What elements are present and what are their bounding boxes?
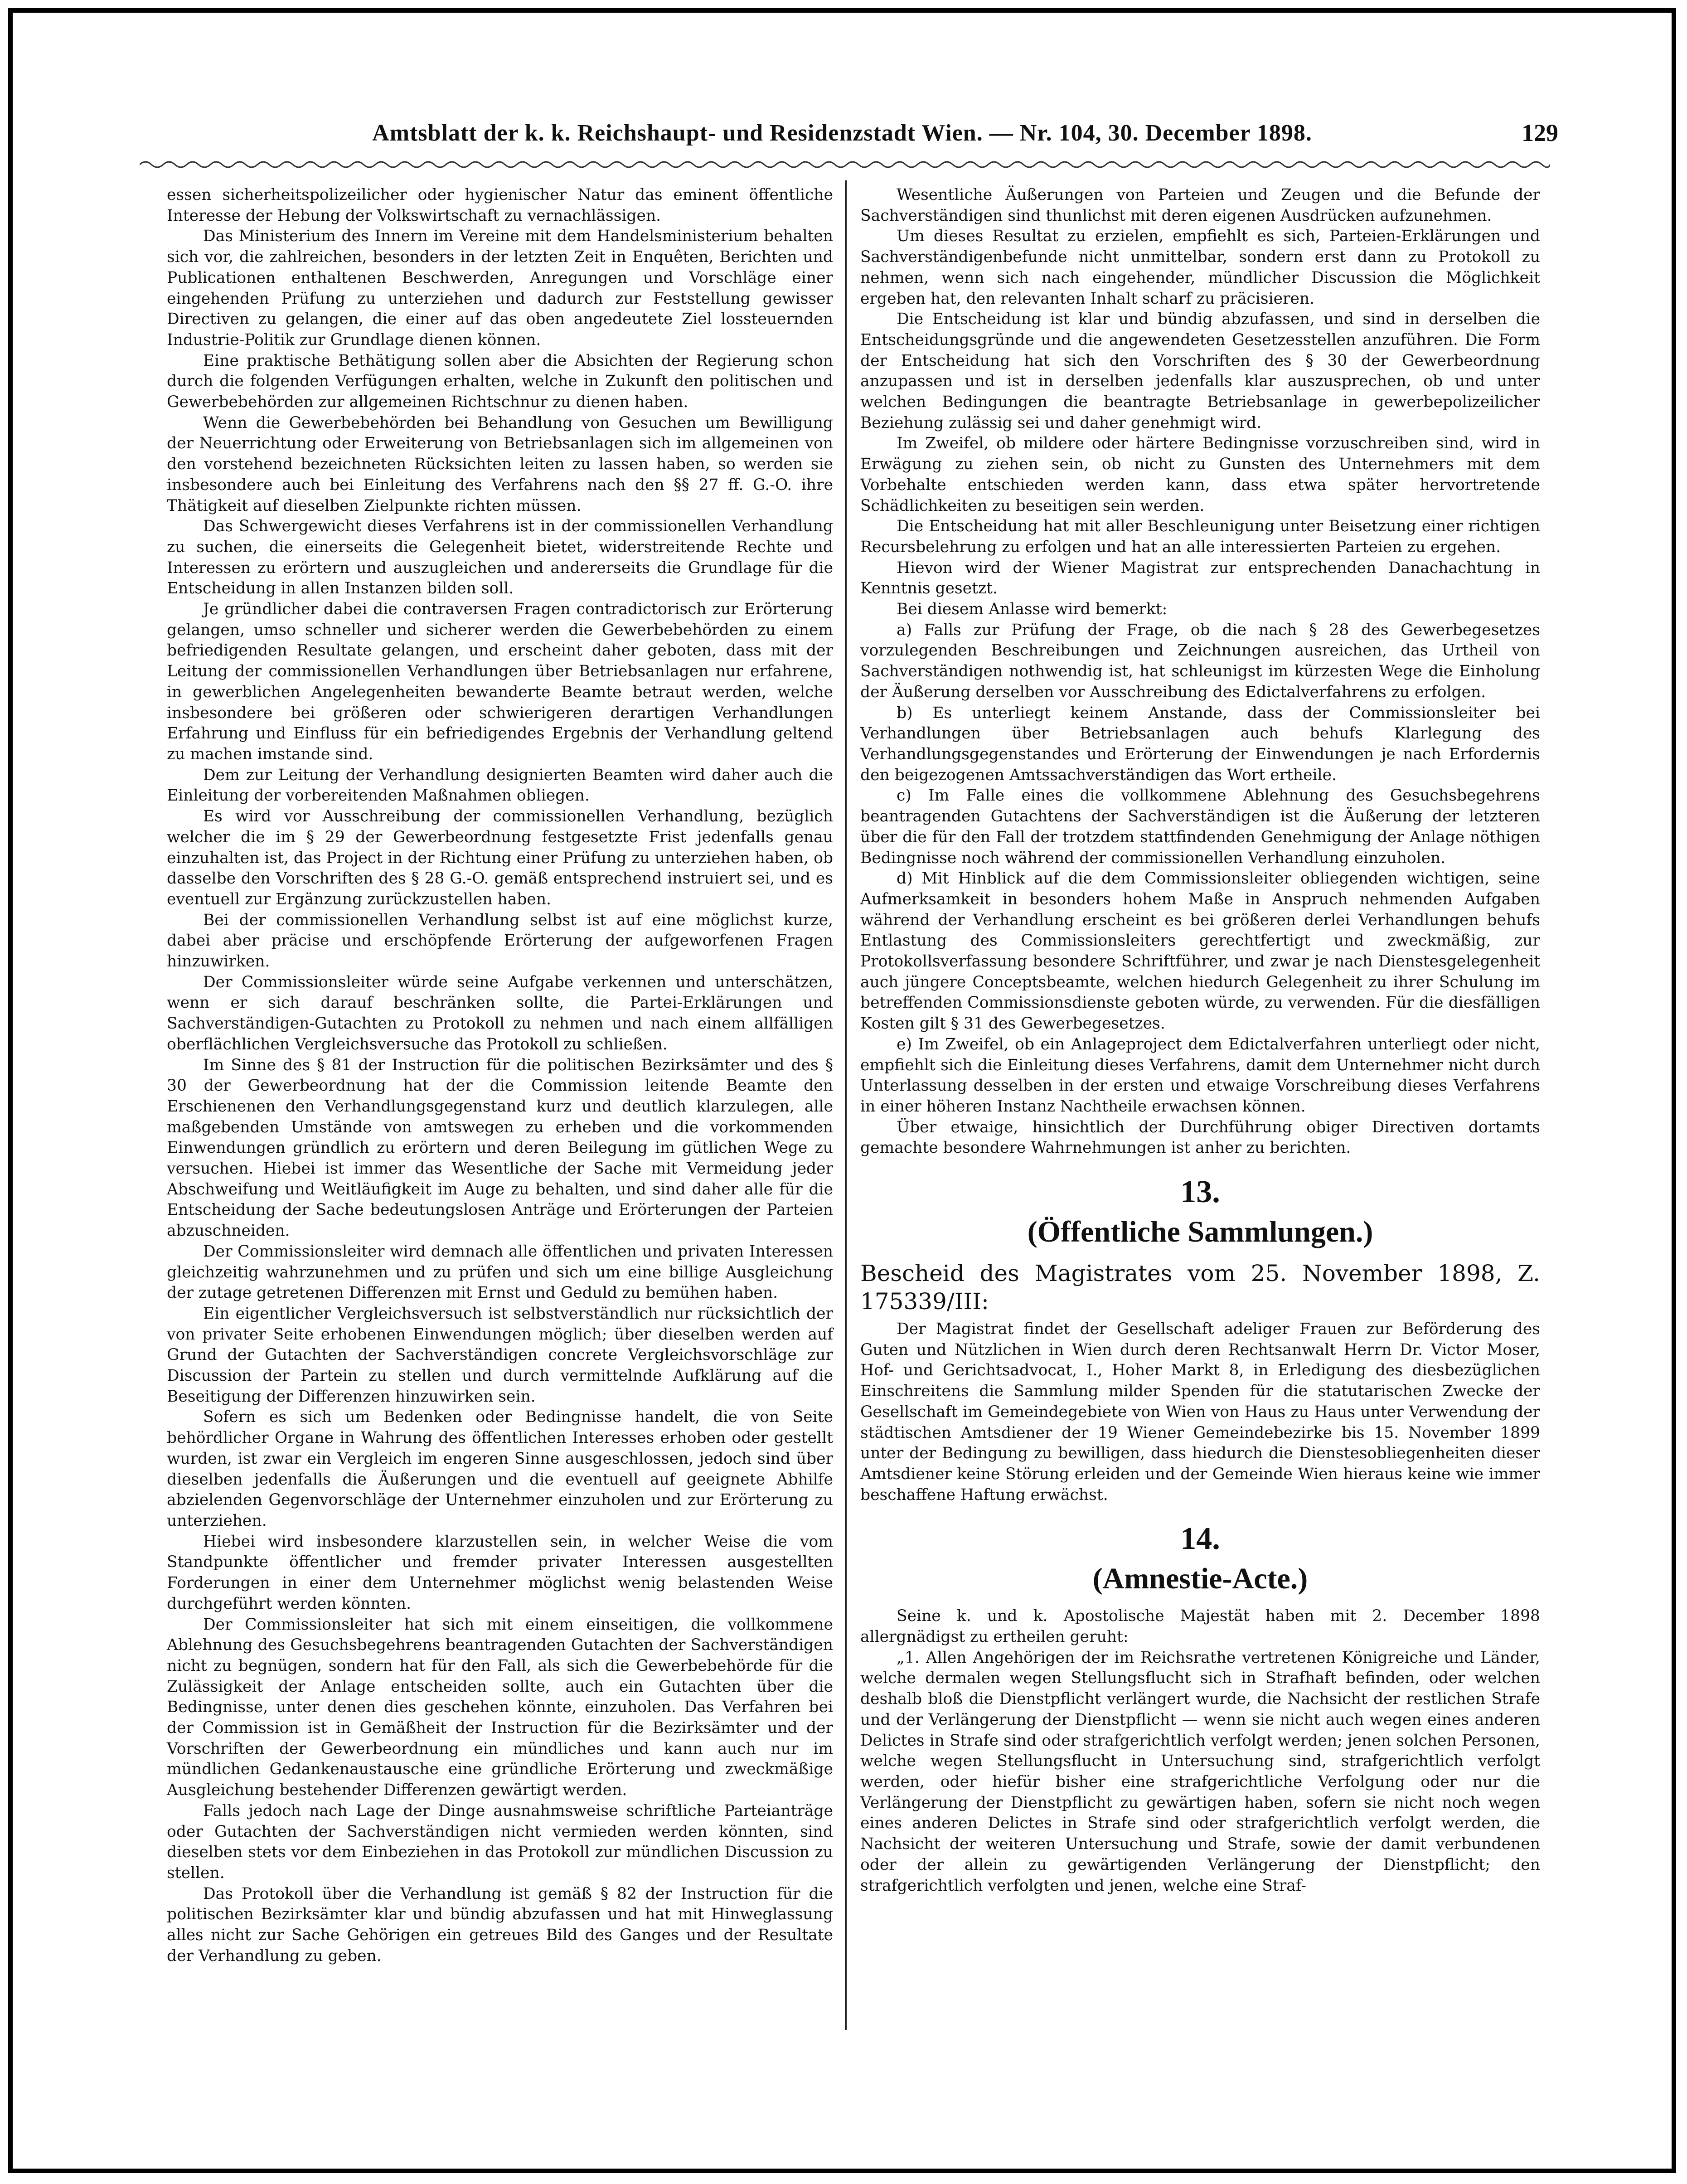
list-item: d) Mit Hinblick auf die dem Commissionsleiter obliegenden wichtigen, seine Aufmerksamkeit in besonders hohem Maße in Anspruch nehmenden Aufgaben während der Verhandlung erscheint es bei größeren derlei Verhandlungen behufs Entlastung des Commissionsleiters gerechtfertigt und zweckmäßig, zur Protokollsverfassung besondere Schriftführer, und zwar je nach Dienstesgelegenheit auch jüngere Conceptsbeamte, welchen hiedurch Gelegenheit zu ihrer Schulung im betreffenden Commissionsdienste geboten würde, zu verwenden. Für die diesfälligen Kosten gilt § 31 des Gewerbegesetzes.: [860, 869, 1540, 1033]
paragraph: Das Schwergewicht dieses Verfahrens ist in der commissionellen Verhandlung zu suchen, die einerseits die Gelegenheit bietet, widerstreitende Rechte und Interessen zu erörtern und auszugleichen und andererseits die Grundlage für die Entscheidung in allen Instanzen bilden soll.: [167, 517, 833, 598]
paragraph: Falls jedoch nach Lage der Dinge ausnahmsweise schriftliche Parteianträge oder Gutachten der Sachverständigen nicht vermieden werden könnten, sind dieselben stets vor dem Einbeziehen in das Protokoll zur mündlichen Discussion zu stellen.: [167, 1801, 833, 1882]
paragraph: Je gründlicher dabei die contraversen Fragen contradictorisch zur Erörterung gelangen, umso schneller und sicherer werden die Gewerbebehörden zu einem befriedigenden Resultate gelangen, und erscheint daher geboten, dass mit der Leitung der commissionellen Verhandlungen über Betriebsanlagen nur erfahrene, in gewerblichen Angelegenheiten bewanderte Beamte betraut werden, welche insbesondere bei größeren oder schwierigeren derartigen Verhandlungen Erfahrung und Einfluss für ein befriedigendes Ergebnis der Verhandlung geltend zu machen imstande sind.: [167, 600, 833, 763]
paragraph: Der Commissionsleiter wird demnach alle öffentlichen und privaten Interessen gleichzeitig wahrzunehmen und zu prüfen und sich um eine billige Ausgleichung der zutage getretenen Differenzen mit Ernst und Geduld zu bemühen haben.: [167, 1242, 833, 1302]
paragraph: Hievon wird der Wiener Magistrat zur entsprechenden Danachachtung in Kenntnis gesetzt.: [860, 558, 1540, 598]
paragraph: Über etwaige, hinsichtlich der Durchführung obiger Directiven dortamts gemachte besondere Wahrnehmungen ist anher zu berichten.: [860, 1118, 1540, 1157]
list-item: b) Es unterliegt keinem Anstande, dass der Commissionsleiter bei Verhandlungen über Betriebsanlagen auch behufs Klarlegung des Verhandlungsgegenstandes und Erörterung der Einwendungen je nach Erfordernis den beigezogenen Amtssachverständigen das Wort ertheile.: [860, 704, 1540, 784]
paragraph: Bei diesem Anlasse wird bemerkt:: [897, 600, 1168, 619]
paragraph: Im Zweifel, ob mildere oder härtere Bedingnisse vorzuschreiben sind, wird in Erwägung zu ziehen sein, ob nicht zu Gunsten des Unternehmers mit dem Vorbehalte entschieden werden kann, dass etwa später hervortretende Schädlichkeiten zu beseitigen sein werden.: [860, 434, 1540, 515]
paragraph: Es wird vor Ausschreibung der commissionellen Verhandlung, bezüglich welcher die im § 29 der Gewerbeordnung festgesetzte Frist jedenfalls genau einzuhalten ist, das Project in der Richtung einer Prüfung zu unterziehen haben, ob dasselbe den Vorschriften des § 28 G.-O. gemäß entsprechend instruiert sei, und es eventuell zur Ergänzung zurückzustellen haben.: [167, 807, 833, 908]
section-14-title: (Amnestie-Acte.): [1092, 1562, 1308, 1596]
paragraph: Hiebei wird insbesondere klarzustellen sein, in welcher Weise die vom Standpunkte öffentlicher und fremder privater Interessen ausgestellten Forderungen in einer dem Unternehmer möglichst wenig belastenden Weise durchgeführt werden könnten.: [167, 1532, 833, 1613]
section-13-text: Der Magistrat findet der Gesellschaft adeliger Frauen zur Beförderung des Guten und Nützlichen in Wien durch deren Rechtsanwalt Herrn Dr. Victor Moser, Hof- und Gerichtsadvocat, I., Hoher Markt 8, in Erledigung des diesbezüglichen Einschreitens die Sammlung milder Spenden für die statutarischen Zwecke der Gesellschaft im Gemeindegebiete von Wien von Haus zu Haus unter Verwendung der städtischen Amtsdiener der 19 Wiener Gemeindebezirke bis 15. November 1899 unter der Bedingung zu bewilligen, dass hiedurch die Dienstesobliegenheiten dieser Amtsdiener keine Störung erleiden und der Gemeinde Wien hieraus keine wie immer beschaffene Haftung erwächst.: [860, 1320, 1540, 1504]
column-divider: [845, 180, 847, 2030]
right-column: [860, 185, 1540, 1896]
list-item: c) Im Falle eines die vollkommene Ablehnung des Gesuchsbegehrens beantragenden Gutachtens der Sachverständigen ist die Äußerung der letzteren über die für den Fall der trotzdem stattfindenden Genehmigung der Anlage nöthigen Bedingnisse noch während der commissionellen Verhandlung einzuholen.: [860, 786, 1540, 867]
list-item: a) Falls zur Prüfung der Frage, ob die nach § 28 des Gewerbegesetzes vorzulegenden Beschreibungen und Zeichnungen ausreichen, das Urtheil von Sachverständigen nothwendig ist, hat schleunigst im kürzesten Wege die Einholung der Äußerung derselben vor Ausschreibung des Edictalverfahrens zu erfolgen.: [860, 621, 1540, 701]
section-13-number: 13.: [1180, 1175, 1220, 1210]
paragraph: Der Commissionsleiter würde seine Aufgabe verkennen und unterschätzen, wenn er sich darauf beschränken sollte, die Partei-Erklärungen und Sachverständigen-Gutachten zu Protokoll zu nehmen und nach einem allfälligen oberflächlichen Vergleichsversuche das Protokoll zu schließen.: [167, 973, 833, 1053]
paragraph: Ein eigentlicher Vergleichsversuch ist selbstverständlich nur rücksichtlich der von privater Seite erhobenen Einwendungen möglich; über dieselben werden auf Grund der Gutachten der Sachverständigen concrete Vergleichsvorschläge zur Discussion der Partein zu stellen und durch vermittelnde Aufklärung auf die Beseitigung der Differenzen hinzuwirken sein.: [167, 1304, 833, 1406]
document-page: [8, 8, 1676, 2173]
paragraph: Bei der commissionellen Verhandlung selbst ist auf eine möglichst kurze, dabei aber präcise und erschöpfende Erörterung der aufgeworfenen Fragen hinzuwirken.: [167, 911, 833, 971]
page-number: 129: [1522, 119, 1558, 146]
section-14-intro: Seine k. und k. Apostolische Majestät haben mit 2. December 1898 allergnädigst zu ertheilen geruht:: [860, 1607, 1540, 1646]
paragraph: Das Ministerium des Innern im Vereine mit dem Handelsministerium behalten sich vor, die zahlreichen, besonders in der letzten Zeit in Enquêten, Berichten und Publicationen enthaltenen Beschwerden, Anregungen und Vorschläge einer eingehenden Prüfung zu unterziehen und dadurch zur Feststellung gewisser Directiven zu gelangen, die einer auf das oben angedeutete Ziel lossteuernden Industrie-Politik zur Grundlage dienen können.: [167, 227, 833, 349]
paragraph: Um dieses Resultat zu erzielen, empfiehlt es sich, Parteien-Erklärungen und Sachverständigenbefunde nicht unmittelbar, sondern erst dann zu Protokoll zu nehmen, wenn sich nach eingehender, mündlicher Discussion die Möglichkeit ergeben hat, den relevanten Inhalt scharf zu präcisieren.: [860, 227, 1540, 308]
paragraph: Im Sinne des § 81 der Instruction für die politischen Bezirksämter und des § 30 der Gewerbeordnung hat der die Commission leitende Beamte den Erschienenen den Verhandlungsgegenstand kurz und deutlich klarzulegen, alle maßgebenden Umstände von amtswegen zu erheben und die vorkommenden Einwendungen gründlich zu erörtern und deren Beilegung im gütlichen Wege zu versuchen. Hiebei ist immer das Wesentliche der Sache mit Vermeidung jeder Abschweifung und Weitläufigkeit im Auge zu behalten, und sind daher alle für die Entscheidung der Sache bedeutungslosen Anträge und Erörterungen der Parteien abzuschneiden.: [167, 1056, 833, 1240]
left-column: [167, 185, 833, 1966]
paragraph: Dem zur Leitung der Verhandlung designierten Beamten wird daher auch die Einleitung der vorbereitenden Maßnahmen obliegen.: [167, 766, 833, 805]
paragraph: Die Entscheidung ist klar und bündig abzufassen, und sind in derselben die Entscheidungsgründe und die angewendeten Gesetzesstellen anzuführen. Die Form der Entscheidung hat sich den Vorschriften des § 30 der Gewerbeordnung anzupassen und ist in derselben jedenfalls klar auszusprechen, ob und unter welchen Bedingungen die beantragte Betriebsanlage in gewerbepolizeilicher Beziehung zulässig sei und daher genehmigt wird.: [860, 310, 1540, 432]
section-13-title: (Öffentliche Sammlungen.): [1027, 1215, 1373, 1249]
paragraph: essen sicherheitspolizeilicher oder hygienischer Natur das eminent öffentliche Interesse der Hebung der Volkswirtschaft zu vernachlässigen.: [167, 186, 833, 225]
paragraph: Sofern es sich um Bedenken oder Bedingnisse handelt, die von Seite behördlicher Organe in Wahrung des öffentlichen Interesses erhoben oder gestellt wurden, ist zwar ein Vergleich im engeren Sinne ausgeschlossen, jedoch sind über dieselben jedenfalls die Äußerungen und die eventuell auf geeignete Abhilfe abzielenden Gegenvorschläge der Unternehmer einzuholen und zur Erörterung zu unterziehen.: [167, 1408, 833, 1530]
paragraph: Wenn die Gewerbebehörden bei Behandlung von Gesuchen um Bewilligung der Neuerrichtung oder Erweiterung von Betriebsanlagen sich im allgemeinen von den vorstehend bezeichneten Rücksichten leiten zu lassen haben, so werden sie insbesondere auch bei Einleitung des Verfahrens nach den §§ 27 ff. G.-O. ihre Thätigkeit auf dieselben Zielpunkte richten müssen.: [167, 413, 833, 515]
list-item: e) Im Zweifel, ob ein Anlageproject dem Edictalverfahren unterliegt oder nicht, empfiehlt sich die Einleitung dieses Verfahrens, damit dem Unternehmer nicht durch Unterlassung desselben in der ersten und etwaige Vorschreibung dieses Verfahrens in einer höheren Instanz Nachtheile erwachsen können.: [860, 1035, 1540, 1116]
header-wavy-rule: [140, 158, 1550, 171]
page-header-title: Amtsblatt der k. k. Reichshaupt- und Residenzstadt Wien. — Nr. 104, 30. December 1898.: [372, 120, 1312, 146]
paragraph: Eine praktische Bethätigung sollen aber die Absichten der Regierung schon durch die folgenden Verfügungen erhalten, welche in Zukunft den politischen und Gewerbebehörden zur allgemeinen Richtschnur zu dienen haben.: [167, 351, 833, 412]
paragraph: Wesentliche Äußerungen von Parteien und Zeugen und die Befunde der Sachverständigen sind thunlichst mit deren eigenen Ausdrücken aufzunehmen.: [860, 186, 1540, 225]
paragraph: Die Entscheidung hat mit aller Beschleunigung unter Beisetzung einer richtigen Recursbelehrung zu erfolgen und hat an alle interessierten Parteien zu ergehen.: [860, 517, 1540, 556]
paragraph: Das Protokoll über die Verhandlung ist gemäß § 82 der Instruction für die politischen Bezirksämter klar und bündig abzufassen und hat mit Hinweglassung alles nicht zur Sache Gehörigen ein getreues Bild des Ganges und der Resultate der Verhandlung zu geben.: [167, 1884, 833, 1965]
section-14-number: 14.: [1180, 1521, 1220, 1557]
section-14-text: „1. Allen Angehörigen der im Reichsrathe vertretenen Königreiche und Länder, welche dermalen wegen Stellungsflucht sich in Strafhaft befinden, oder welchen deshalb bloß die Dienstpflicht verlängert wurde, die Nachsicht der restlichen Strafe und der Verlängerung der Dienstpflicht — wenn sie nicht auch wegen eines anderen Delictes in Strafe sind oder strafgerichtlich verfolgt werden; jenen solchen Personen, welche wegen Stellungsflucht in Untersuchung sind, strafgerichtlich verfolgt werden, oder hiefür bisher eine strafgerichtliche Verfolgung oder nur die Verlängerung der Dienstpflicht zu gewärtigen haben, sofern sie nicht noch wegen eines anderen Delictes in Strafe sind oder strafgerichtlich verfolgt werden, die Nachsicht der weiteren Untersuchung und Strafe, sowie der damit verbundenen oder der allein zu gewärtigenden Verlängerung der Dienstpflicht; den strafgerichtlich verfolgten und jenen, welche eine Straf-: [860, 1648, 1540, 1895]
paragraph: Der Commissionsleiter hat sich mit einem einseitigen, die vollkommene Ablehnung des Gesuchsbegehrens beantragenden Gutachten der Sachverständigen nicht zu begnügen, sondern hat für den Fall, als sich die Gewerbebehörde für die Zulässigkeit der Anlage entscheiden sollte, auch ein Gutachten über die Bedingnisse, unter denen dies geschehen könnte, einzuholen. Das Verfahren bei der Commission ist in Gemäßheit der Instruction für die Bezirksämter und der Vorschriften der Gewerbeordnung ein mündliches und kann auch nur im mündlichen Gedankenaustausche eine gründliche Erörterung und zweckmäßige Ausgleichung bestehender Differenzen gewärtigt werden.: [167, 1615, 833, 1800]
section-13-bescheid: Bescheid des Magistrates vom 25. November 1898, Z. 175339/III:: [860, 1260, 1540, 1315]
